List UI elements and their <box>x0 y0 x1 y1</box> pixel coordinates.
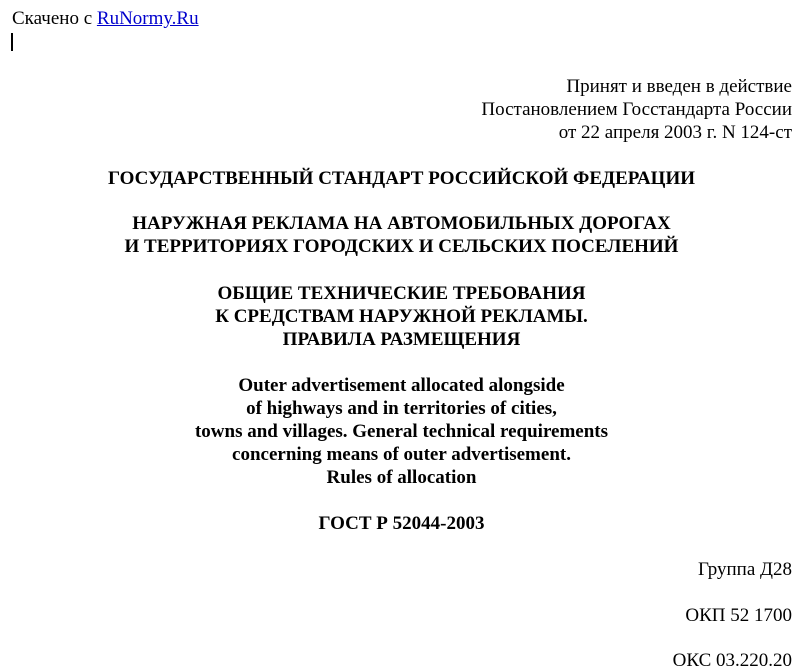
approval-line: Принят и введен в действие <box>566 76 792 97</box>
source-line <box>12 8 199 30</box>
text-cursor <box>11 33 13 51</box>
title-line: НАРУЖНАЯ РЕКЛАМА НА АВТОМОБИЛЬНЫХ ДОРОГАХ <box>132 213 671 234</box>
english-title-line: towns and villages. General technical requirements <box>194 421 609 442</box>
english-title-line: Outer advertisement allocated alongside <box>238 375 565 396</box>
subtitle-line: К СРЕДСТВАМ НАРУЖНОЙ РЕКЛАМЫ. <box>215 306 588 327</box>
subtitle-line: ОБЩИЕ ТЕХНИЧЕСКИЕ ТРЕБОВАНИЯ <box>217 283 586 304</box>
classification-group: Группа Д28 <box>697 559 792 580</box>
classification-oks: ОКС 03.220.20 <box>672 650 792 671</box>
source-prefix: Скачено с <box>12 8 97 29</box>
english-title-line: concerning means of outer advertisement. <box>232 444 571 465</box>
subtitle-line: ПРАВИЛА РАЗМЕЩЕНИЯ <box>282 329 521 350</box>
title-line: И ТЕРРИТОРИЯХ ГОРОДСКИХ И СЕЛЬСКИХ ПОСЕЛЕНИЙ <box>124 236 679 257</box>
approval-block <box>481 75 792 144</box>
standard-heading <box>0 167 803 190</box>
source-link[interactable]: RuNormy.Ru <box>96 8 199 29</box>
standard-heading-text: ГОСУДАРСТВЕННЫЙ СТАНДАРТ РОССИЙСКОЙ ФЕДЕРАЦИИ <box>107 168 696 189</box>
document-subtitle <box>0 282 803 351</box>
english-title-line: of highways and in territories of cities, <box>246 398 557 419</box>
approval-line: Постановлением Госстандарта России <box>481 99 792 120</box>
gost-code-text: ГОСТ Р 52044-2003 <box>318 513 485 534</box>
english-title-line: Rules of allocation <box>326 467 477 488</box>
document-title <box>0 212 803 258</box>
gost-code <box>0 512 803 535</box>
classification-okp: ОКП 52 1700 <box>685 605 792 626</box>
english-title <box>0 374 803 489</box>
approval-line: от 22 апреля 2003 г. N 124-ст <box>558 122 792 143</box>
